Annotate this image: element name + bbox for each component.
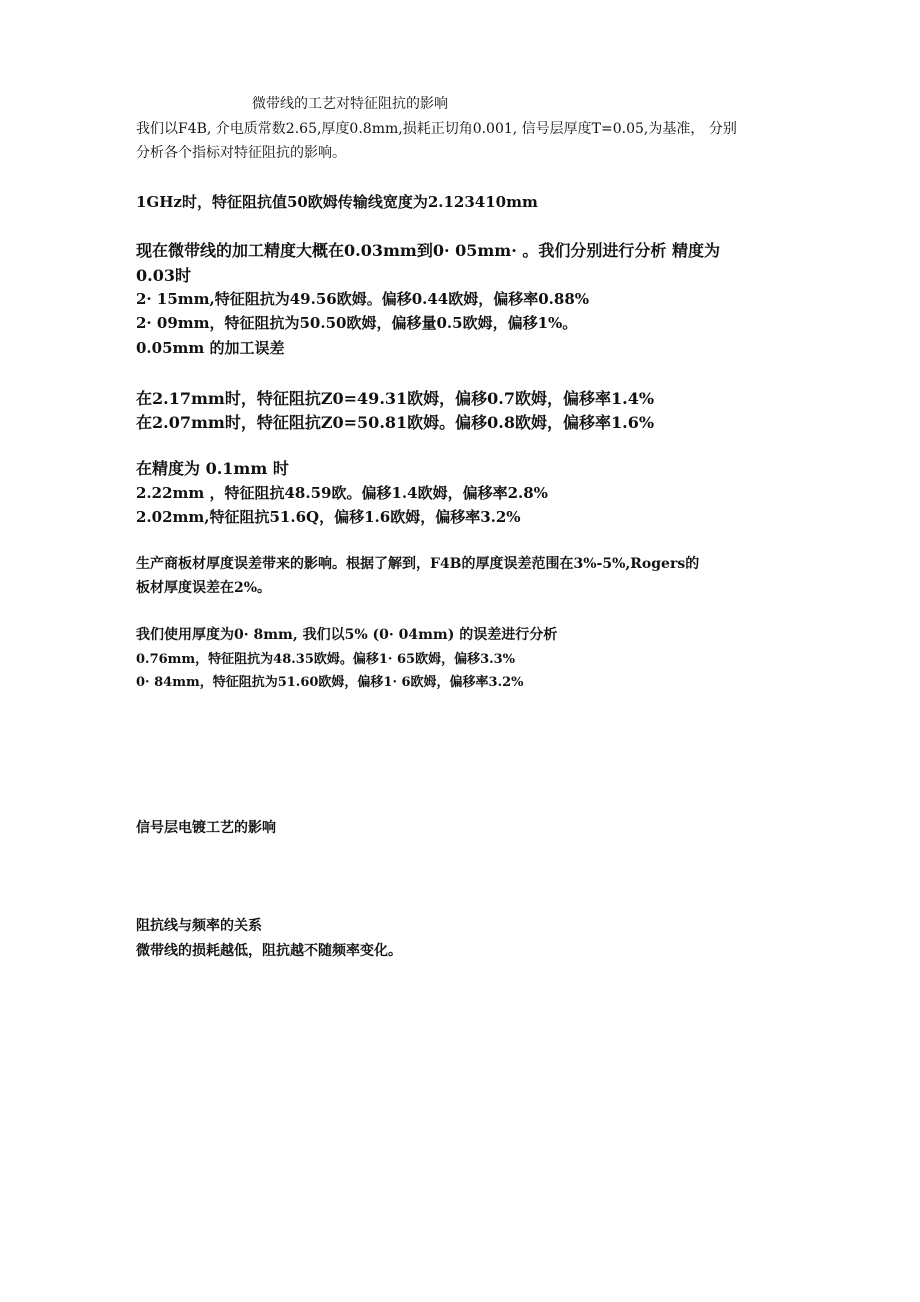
precision-intro-line-1: 现在微带线的加工精度大概在0.03mm到0· 05mm· 。我们分别进行分析 精度为 <box>136 241 720 260</box>
thickness-result-1: 0.76mm，特征阻抗为48.35欧姆。偏移1· 65欧姆，偏移3.3% <box>136 652 516 667</box>
precision-intro-line-2: 0.03时 <box>136 266 191 285</box>
intro-line-2: 分析各个指标对特征阻抗的影响。 <box>136 145 346 161</box>
precision-003-result-2: 2· 09mm，特征阻抗为50.50欧姆，偏移量0.5欧姆，偏移1%。 <box>136 314 578 332</box>
precision-01-result-2: 2.02mm,特征阻抗51.6Q，偏移1.6欧姆，偏移率3.2% <box>136 508 521 526</box>
thickness-result-2: 0· 84mm，特征阻抗为51.60欧姆，偏移1· 6欧姆，偏移率3.2% <box>136 675 524 690</box>
precision-003-result-1: 2· 15mm,特征阻抗为49.56欧姆。偏移0.44欧姆，偏移率0.88% <box>136 290 590 308</box>
plating-heading: 信号层电镀工艺的影响 <box>136 820 276 836</box>
thickness-paragraph-line-1: 生产商板材厚度误差带来的影响。根据了解到，F4B的厚度误差范围在3%-5%,Rogers的 <box>136 556 700 572</box>
frequency-conclusion: 微带线的损耗越低，阻抗越不随频率变化。 <box>136 943 402 959</box>
precision-005-heading: 0.05mm 的加工误差 <box>136 339 285 357</box>
baseline-width: 1GHz时，特征阻抗值50欧姆传输线宽度为2.123410mm <box>136 193 538 211</box>
precision-01-result-1: 2.22mm ，特征阻抗48.59欧。偏移1.4欧姆，偏移率2.8% <box>136 484 548 502</box>
precision-005-result-2: 在2.07mm时，特征阻抗Z0=50.81欧姆。偏移0.8欧姆，偏移率1.6% <box>136 413 655 432</box>
precision-01-heading: 在精度为 0.1mm 时 <box>136 459 289 478</box>
frequency-heading: 阻抗线与频率的关系 <box>136 918 262 934</box>
precision-005-result-1: 在2.17mm时，特征阻抗Z0=49.31欧姆，偏移0.7欧姆，偏移率1.4% <box>136 389 655 408</box>
thickness-paragraph-line-2: 板材厚度误差在2%。 <box>136 580 272 596</box>
document-title: 微带线的工艺对特征阻抗的影响 <box>252 96 448 112</box>
thickness-analysis-heading: 我们使用厚度为0· 8mm, 我们以5% (0· 04mm) 的误差进行分析 <box>136 627 558 643</box>
intro-line-1: 我们以F4B, 介电质常数2.65,厚度0.8mm,损耗正切角0.001, 信号层厚度T=0.05,为基准， 分别 <box>136 121 737 137</box>
